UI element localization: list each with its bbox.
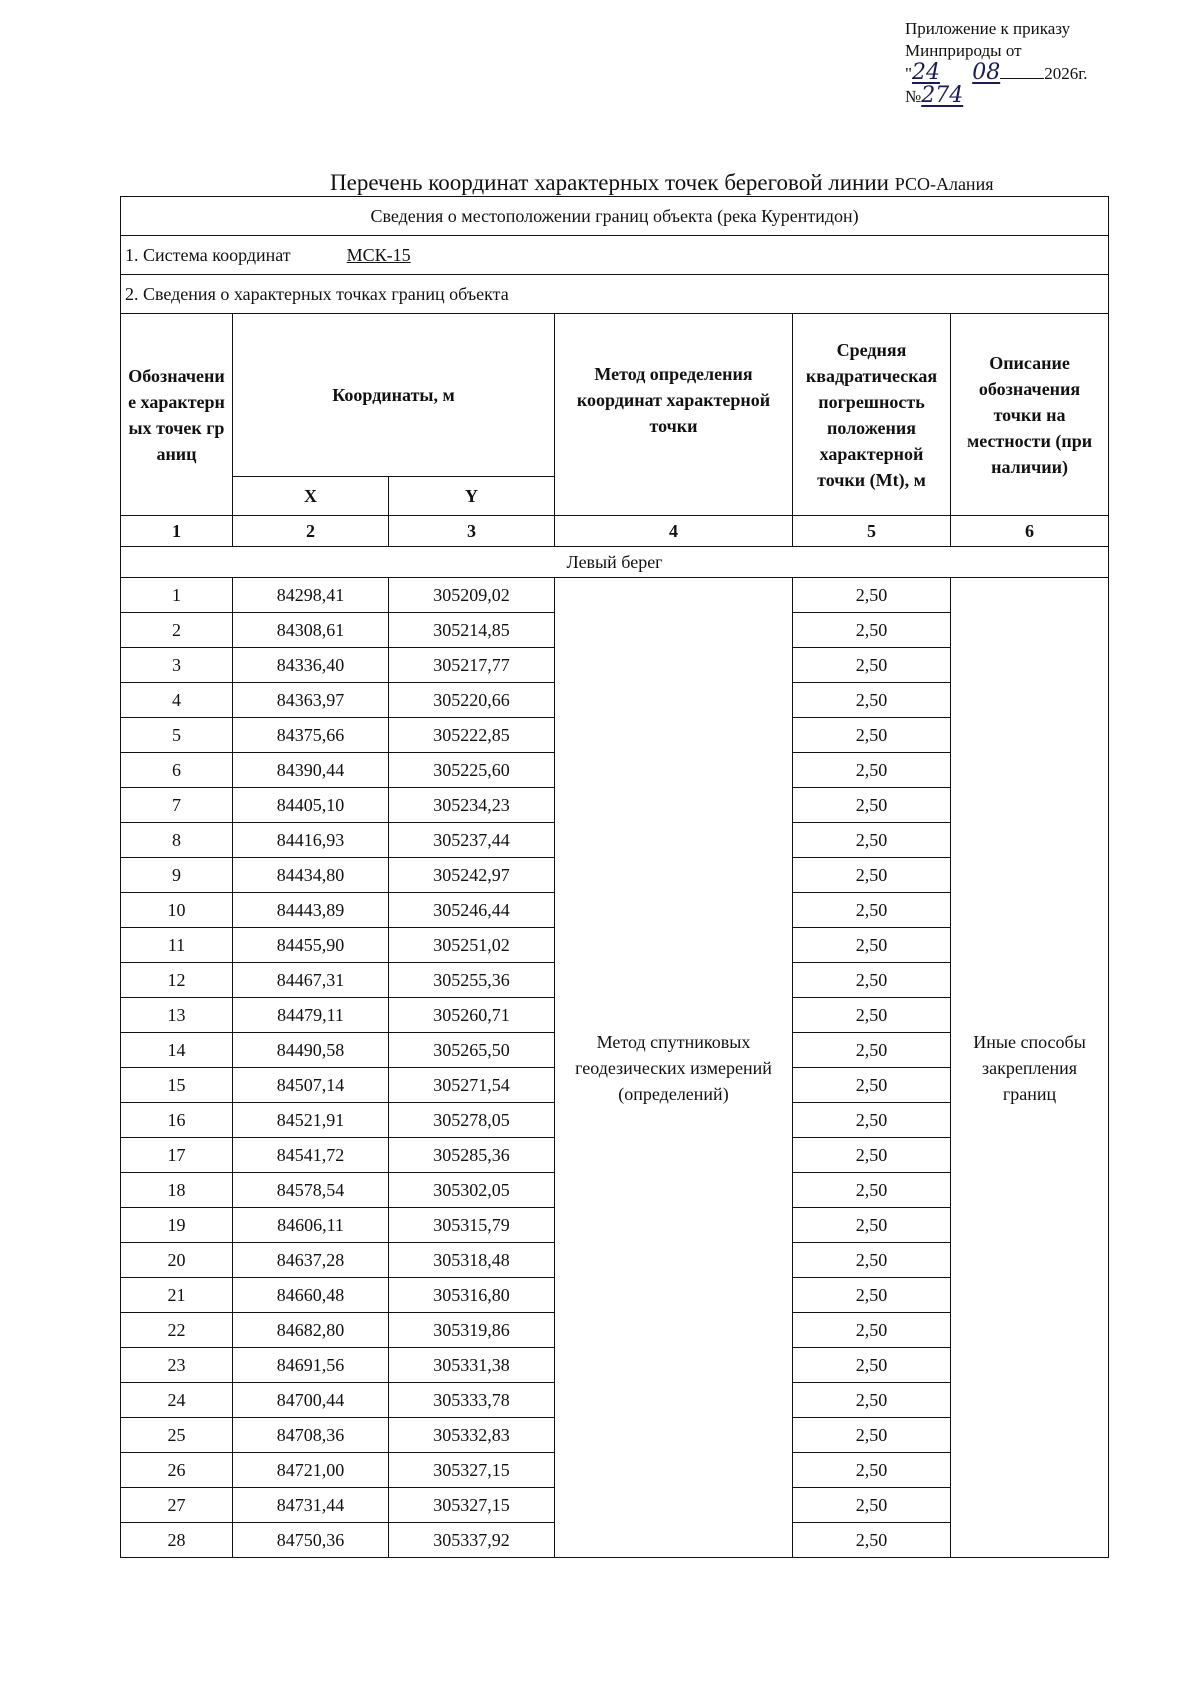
stamp-line-1: Приложение к приказу	[905, 19, 1071, 38]
stamp-date	[905, 62, 1165, 85]
column-number: 2	[233, 516, 389, 547]
header-description: Описание обозначения точки на местности (при наличии)	[951, 314, 1109, 516]
point-number-cell: 19	[121, 1208, 233, 1243]
error-cell: 2,50	[793, 613, 951, 648]
stamp-month: 08	[972, 60, 1001, 85]
point-number-cell: 14	[121, 1033, 233, 1068]
point-number-cell: 23	[121, 1348, 233, 1383]
x-coordinate-cell: 84479,11	[233, 998, 389, 1033]
stamp-number-prefix: №	[905, 87, 922, 106]
point-number-cell: 3	[121, 648, 233, 683]
header-x: X	[233, 477, 389, 516]
point-number-cell: 15	[121, 1068, 233, 1103]
x-coordinate-cell: 84434,80	[233, 858, 389, 893]
x-coordinate-cell: 84708,36	[233, 1418, 389, 1453]
header-method: Метод определения координат характерной точки	[555, 314, 793, 516]
x-coordinate-cell: 84363,97	[233, 683, 389, 718]
y-coordinate-cell: 305327,15	[389, 1453, 555, 1488]
coord-system-row	[121, 236, 1109, 275]
object-info: Сведения о местоположении границ объекта (река Курентидон)	[121, 197, 1109, 236]
y-coordinate-cell: 305234,23	[389, 788, 555, 823]
column-numbers-row	[121, 516, 1109, 547]
y-coordinate-cell: 305285,36	[389, 1138, 555, 1173]
description-cell: Иные способы закрепления границ	[951, 578, 1109, 1558]
x-coordinate-cell: 84455,90	[233, 928, 389, 963]
x-coordinate-cell: 84721,00	[233, 1453, 389, 1488]
y-coordinate-cell: 305220,66	[389, 683, 555, 718]
column-number: 3	[389, 516, 555, 547]
error-cell: 2,50	[793, 753, 951, 788]
column-number: 5	[793, 516, 951, 547]
x-coordinate-cell: 84660,48	[233, 1278, 389, 1313]
x-coordinate-cell: 84467,31	[233, 963, 389, 998]
title-region: РСО-Алания	[894, 174, 994, 194]
error-cell: 2,50	[793, 1278, 951, 1313]
error-cell: 2,50	[793, 823, 951, 858]
x-coordinate-cell: 84390,44	[233, 753, 389, 788]
stamp-year: 2026г.	[1044, 64, 1088, 83]
error-cell: 2,50	[793, 1173, 951, 1208]
error-cell: 2,50	[793, 1138, 951, 1173]
error-cell: 2,50	[793, 683, 951, 718]
error-cell: 2,50	[793, 1383, 951, 1418]
y-coordinate-cell: 305271,54	[389, 1068, 555, 1103]
column-number: 6	[951, 516, 1109, 547]
x-coordinate-cell: 84700,44	[233, 1383, 389, 1418]
x-coordinate-cell: 84750,36	[233, 1523, 389, 1558]
y-coordinate-cell: 305318,48	[389, 1243, 555, 1278]
point-number-cell: 8	[121, 823, 233, 858]
y-coordinate-cell: 305332,83	[389, 1418, 555, 1453]
point-number-cell: 20	[121, 1243, 233, 1278]
x-coordinate-cell: 84578,54	[233, 1173, 389, 1208]
y-coordinate-cell: 305331,38	[389, 1348, 555, 1383]
y-coordinate-cell: 305265,50	[389, 1033, 555, 1068]
x-coordinate-cell: 84416,93	[233, 823, 389, 858]
column-number: 4	[555, 516, 793, 547]
bank-label: Левый берег	[121, 547, 1109, 578]
y-coordinate-cell: 305315,79	[389, 1208, 555, 1243]
y-coordinate-cell: 305260,71	[389, 998, 555, 1033]
point-number-cell: 4	[121, 683, 233, 718]
point-number-cell: 1	[121, 578, 233, 613]
error-cell: 2,50	[793, 963, 951, 998]
method-cell: Метод спутниковых геодезических измерений (определений)	[555, 578, 793, 1558]
error-cell: 2,50	[793, 718, 951, 753]
stamp-number	[905, 85, 1165, 108]
header-point-designation: Обозначение характерных точек границ	[121, 314, 233, 516]
point-number-cell: 21	[121, 1278, 233, 1313]
y-coordinate-cell: 305302,05	[389, 1173, 555, 1208]
error-cell: 2,50	[793, 998, 951, 1033]
column-number: 1	[121, 516, 233, 547]
error-cell: 2,50	[793, 1103, 951, 1138]
error-cell: 2,50	[793, 1068, 951, 1103]
stamp-date-prefix: "	[905, 64, 912, 83]
point-number-cell: 17	[121, 1138, 233, 1173]
y-coordinate-cell: 305242,97	[389, 858, 555, 893]
header-y: Y	[389, 477, 555, 516]
error-cell: 2,50	[793, 648, 951, 683]
y-coordinate-cell: 305333,78	[389, 1383, 555, 1418]
x-coordinate-cell: 84443,89	[233, 893, 389, 928]
y-coordinate-cell: 305327,15	[389, 1488, 555, 1523]
title-main: Перечень координат характерных точек береговой линии	[330, 170, 889, 195]
approval-stamp	[905, 18, 1165, 108]
x-coordinate-cell: 84336,40	[233, 648, 389, 683]
error-cell: 2,50	[793, 858, 951, 893]
y-coordinate-cell: 305246,44	[389, 893, 555, 928]
point-number-cell: 7	[121, 788, 233, 823]
x-coordinate-cell: 84682,80	[233, 1313, 389, 1348]
point-number-cell: 2	[121, 613, 233, 648]
error-cell: 2,50	[793, 1488, 951, 1523]
error-cell: 2,50	[793, 788, 951, 823]
point-number-cell: 5	[121, 718, 233, 753]
coord-system-label: 1. Система координат	[125, 244, 291, 265]
x-coordinate-cell: 84691,56	[233, 1348, 389, 1383]
point-number-cell: 27	[121, 1488, 233, 1523]
x-coordinate-cell: 84507,14	[233, 1068, 389, 1103]
error-cell: 2,50	[793, 578, 951, 613]
coord-system-value: МСК-15	[346, 244, 411, 265]
y-coordinate-cell: 305319,86	[389, 1313, 555, 1348]
y-coordinate-cell: 305237,44	[389, 823, 555, 858]
stamp-day: 24	[911, 60, 940, 85]
stamp-number-value: 274	[921, 83, 964, 108]
y-coordinate-cell: 305316,80	[389, 1278, 555, 1313]
document-title	[330, 170, 1050, 196]
error-cell: 2,50	[793, 893, 951, 928]
y-coordinate-cell: 305217,77	[389, 648, 555, 683]
points-info: 2. Сведения о характерных точках границ объекта	[121, 275, 1109, 314]
x-coordinate-cell: 84521,91	[233, 1103, 389, 1138]
x-coordinate-cell: 84606,11	[233, 1208, 389, 1243]
error-cell: 2,50	[793, 1208, 951, 1243]
error-cell: 2,50	[793, 1453, 951, 1488]
point-number-cell: 13	[121, 998, 233, 1033]
y-coordinate-cell: 305251,02	[389, 928, 555, 963]
y-coordinate-cell: 305337,92	[389, 1523, 555, 1558]
x-coordinate-cell: 84731,44	[233, 1488, 389, 1523]
point-number-cell: 9	[121, 858, 233, 893]
point-number-cell: 10	[121, 893, 233, 928]
x-coordinate-cell: 84541,72	[233, 1138, 389, 1173]
header-error: Средняя квадратическая погрешность положения характерной точки (Mt), м	[793, 314, 951, 516]
point-number-cell: 26	[121, 1453, 233, 1488]
error-cell: 2,50	[793, 1243, 951, 1278]
error-cell: 2,50	[793, 1418, 951, 1453]
error-cell: 2,50	[793, 1523, 951, 1558]
error-cell: 2,50	[793, 928, 951, 963]
error-cell: 2,50	[793, 1313, 951, 1348]
coordinates-table	[120, 196, 1109, 1558]
x-coordinate-cell: 84298,41	[233, 578, 389, 613]
y-coordinate-cell: 305209,02	[389, 578, 555, 613]
y-coordinate-cell: 305214,85	[389, 613, 555, 648]
point-number-cell: 18	[121, 1173, 233, 1208]
x-coordinate-cell: 84308,61	[233, 613, 389, 648]
error-cell: 2,50	[793, 1033, 951, 1068]
y-coordinate-cell: 305278,05	[389, 1103, 555, 1138]
x-coordinate-cell: 84405,10	[233, 788, 389, 823]
point-number-cell: 16	[121, 1103, 233, 1138]
x-coordinate-cell: 84375,66	[233, 718, 389, 753]
y-coordinate-cell: 305222,85	[389, 718, 555, 753]
error-cell: 2,50	[793, 1348, 951, 1383]
point-number-cell: 24	[121, 1383, 233, 1418]
header-coordinates: Координаты, м	[233, 314, 555, 477]
y-coordinate-cell: 305255,36	[389, 963, 555, 998]
point-number-cell: 28	[121, 1523, 233, 1558]
point-number-cell: 22	[121, 1313, 233, 1348]
stamp-line-2: Минприроды от	[905, 41, 1022, 60]
point-number-cell: 11	[121, 928, 233, 963]
table-row	[121, 578, 1109, 613]
y-coordinate-cell: 305225,60	[389, 753, 555, 788]
point-number-cell: 12	[121, 963, 233, 998]
x-coordinate-cell: 84637,28	[233, 1243, 389, 1278]
point-number-cell: 6	[121, 753, 233, 788]
point-number-cell: 25	[121, 1418, 233, 1453]
x-coordinate-cell: 84490,58	[233, 1033, 389, 1068]
